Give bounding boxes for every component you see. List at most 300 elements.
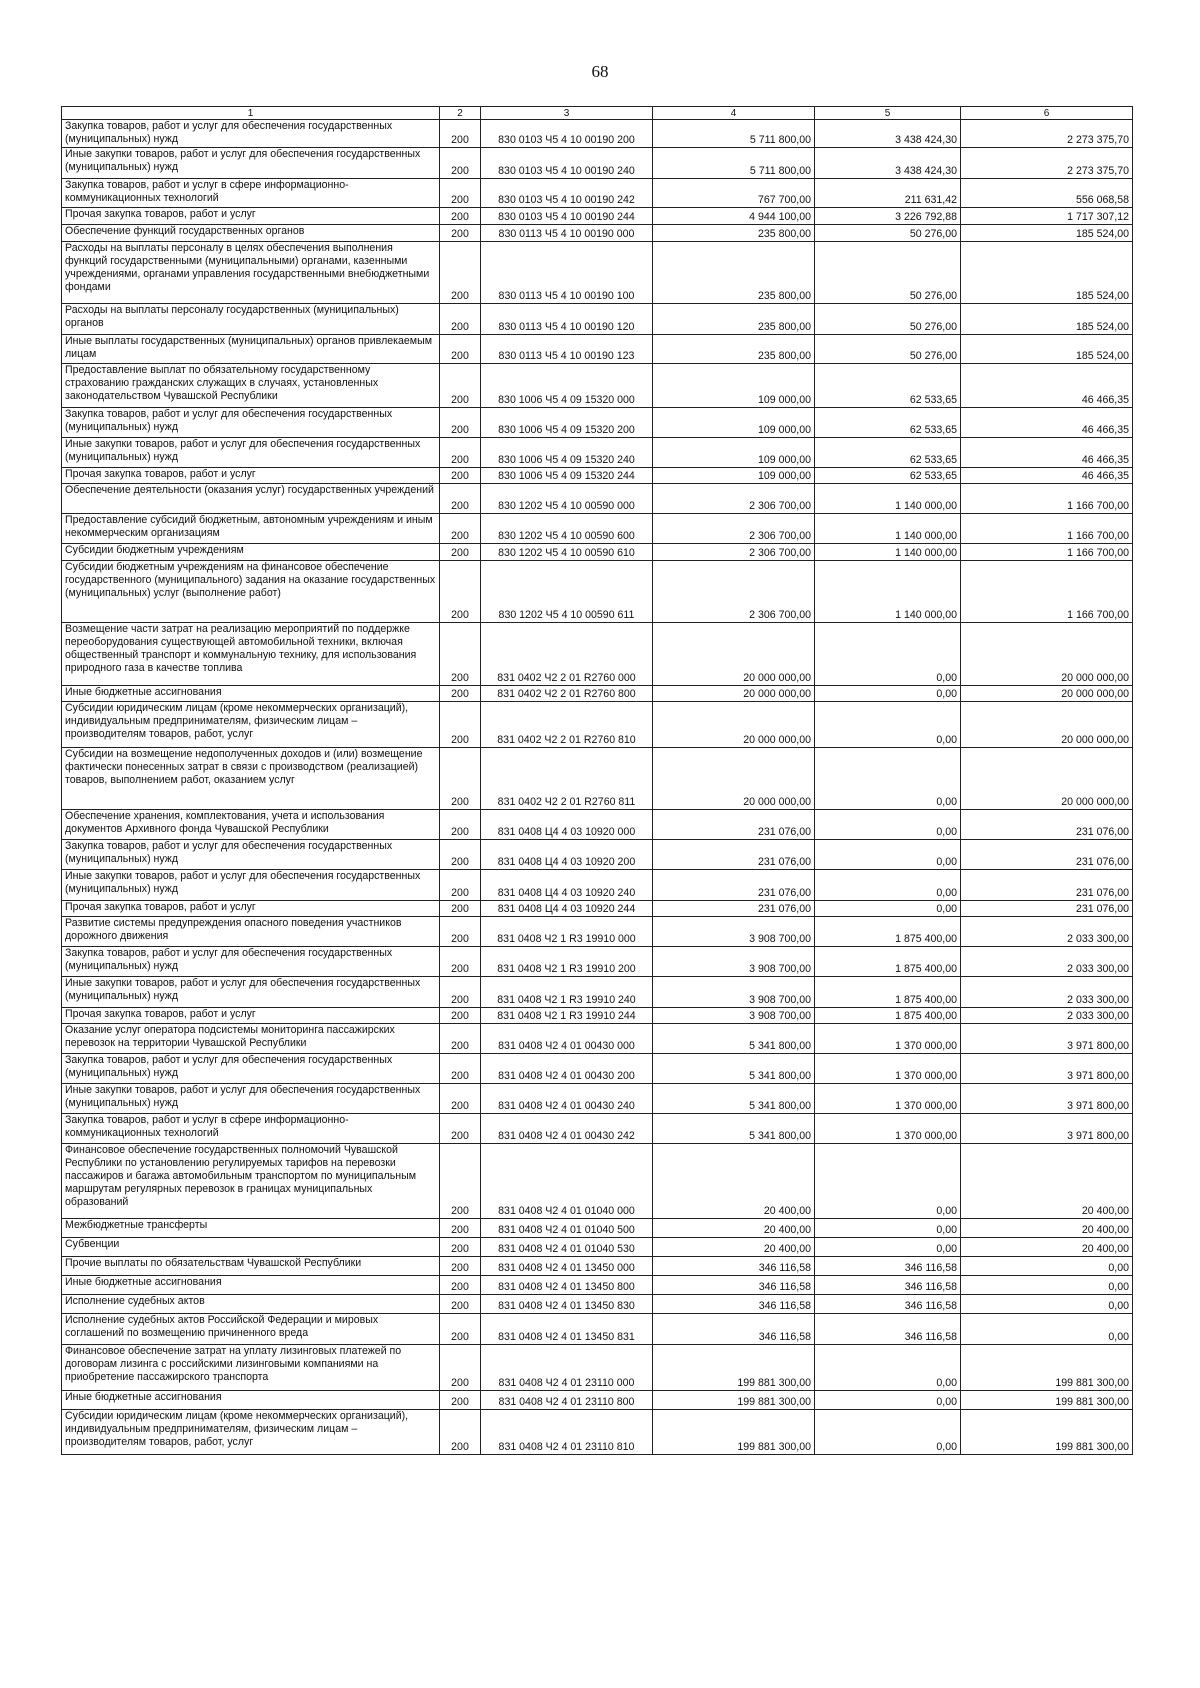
row-amount-remaining: 3 971 800,00 (961, 1114, 1133, 1144)
table-row (62, 148, 1133, 179)
row-name: Закупка товаров, работ и услуг для обеспечения государственных (муниципальных) нужд (62, 408, 440, 438)
row-amount-remaining: 0,00 (961, 1314, 1133, 1345)
row-name: Закупка товаров, работ и услуг для обеспечения государственных (муниципальных) нужд (62, 120, 440, 148)
column-header: 2 (440, 107, 481, 120)
row-classification-code: 830 0103 Ч5 4 10 00190 200 (481, 120, 653, 148)
table-header-row (62, 107, 1133, 120)
table-row (62, 748, 1133, 810)
row-amount-executed: 0,00 (815, 702, 961, 748)
row-code: 200 (440, 947, 481, 977)
row-code: 200 (440, 748, 481, 810)
row-code: 200 (440, 1314, 481, 1345)
row-amount-executed: 1 370 000,00 (815, 1024, 961, 1054)
row-code: 200 (440, 304, 481, 335)
row-code: 200 (440, 1084, 481, 1114)
table-row (62, 438, 1133, 468)
row-code: 200 (440, 335, 481, 364)
row-amount-remaining: 2 033 300,00 (961, 977, 1133, 1008)
row-amount-executed: 0,00 (815, 1345, 961, 1391)
row-amount-executed: 0,00 (815, 1219, 961, 1238)
table-row (62, 947, 1133, 977)
row-classification-code: 830 0113 Ч5 4 10 00190 123 (481, 335, 653, 364)
row-amount-planned: 231 076,00 (653, 840, 815, 870)
row-amount-executed: 50 276,00 (815, 335, 961, 364)
column-header: 1 (62, 107, 440, 120)
row-amount-planned: 199 881 300,00 (653, 1391, 815, 1410)
table-row (62, 468, 1133, 484)
row-name: Возмещение части затрат на реализацию мероприятий по поддержке переоборудования существующей автомобильной техники, включая общественный транспорт и коммунальную технику, для использования природного газа в качестве топлива (62, 623, 440, 686)
row-amount-remaining: 20 000 000,00 (961, 702, 1133, 748)
row-name: Иные закупки товаров, работ и услуг для обеспечения государственных (муниципальных) нужд (62, 977, 440, 1008)
row-amount-planned: 5 341 800,00 (653, 1024, 815, 1054)
row-amount-remaining: 0,00 (961, 1276, 1133, 1295)
row-amount-remaining: 2 033 300,00 (961, 917, 1133, 947)
table-row (62, 514, 1133, 544)
row-amount-remaining: 231 076,00 (961, 810, 1133, 840)
row-amount-executed: 1 140 000,00 (815, 484, 961, 514)
row-classification-code: 831 0408 Ч2 4 01 23110 800 (481, 1391, 653, 1410)
row-amount-remaining: 46 466,35 (961, 364, 1133, 408)
row-amount-planned: 2 306 700,00 (653, 561, 815, 623)
row-name: Прочая закупка товаров, работ и услуг (62, 208, 440, 225)
row-classification-code: 831 0402 Ч2 2 01 R2760 000 (481, 623, 653, 686)
row-classification-code: 831 0408 Ч2 1 R3 19910 000 (481, 917, 653, 947)
row-amount-remaining: 3 971 800,00 (961, 1084, 1133, 1114)
row-name: Исполнение судебных актов Российской Федерации и мировых соглашений по возмещению причиненного вреда (62, 1314, 440, 1345)
row-name: Закупка товаров, работ и услуг в сфере информационно-коммуникационных технологий (62, 1114, 440, 1144)
row-name: Финансовое обеспечение затрат на уплату лизинговых платежей по договорам лизинга с российскими лизинговыми компаниями на приобретение пассажирского транспорта (62, 1345, 440, 1391)
row-amount-executed: 50 276,00 (815, 225, 961, 242)
row-name: Субсидии на возмещение недополученных доходов и (или) возмещение фактически понесенных затрат в связи с производством (реализацией) товаров, выполнением работ, оказанием услуг (62, 748, 440, 810)
row-code: 200 (440, 870, 481, 901)
row-classification-code: 831 0402 Ч2 2 01 R2760 800 (481, 686, 653, 702)
table-row (62, 810, 1133, 840)
row-code: 200 (440, 1114, 481, 1144)
row-amount-executed: 1 875 400,00 (815, 947, 961, 977)
row-amount-remaining: 3 971 800,00 (961, 1024, 1133, 1054)
row-classification-code: 831 0408 Ц4 4 03 10920 200 (481, 840, 653, 870)
table-row (62, 304, 1133, 335)
row-name: Закупка товаров, работ и услуг в сфере информационно-коммуникационных технологий (62, 179, 440, 208)
row-code: 200 (440, 1257, 481, 1276)
row-amount-remaining: 20 000 000,00 (961, 623, 1133, 686)
row-amount-remaining: 46 466,35 (961, 438, 1133, 468)
row-amount-remaining: 20 400,00 (961, 1238, 1133, 1257)
row-amount-planned: 20 400,00 (653, 1219, 815, 1238)
row-amount-planned: 231 076,00 (653, 870, 815, 901)
row-amount-executed: 0,00 (815, 901, 961, 917)
page-number: 68 (591, 62, 609, 81)
row-name: Обеспечение деятельности (оказания услуг) государственных учреждений (62, 484, 440, 514)
column-header: 3 (481, 107, 653, 120)
row-amount-executed: 1 370 000,00 (815, 1114, 961, 1144)
column-header: 5 (815, 107, 961, 120)
row-amount-remaining: 1 166 700,00 (961, 484, 1133, 514)
row-code: 200 (440, 917, 481, 947)
row-classification-code: 830 0113 Ч5 4 10 00190 100 (481, 242, 653, 304)
row-name: Расходы на выплаты персоналу государственных (муниципальных) органов (62, 304, 440, 335)
row-classification-code: 830 1006 Ч5 4 09 15320 244 (481, 468, 653, 484)
row-amount-planned: 235 800,00 (653, 335, 815, 364)
row-code: 200 (440, 1410, 481, 1455)
row-amount-planned: 5 711 800,00 (653, 148, 815, 179)
column-header: 6 (961, 107, 1133, 120)
row-amount-planned: 3 908 700,00 (653, 917, 815, 947)
row-name: Иные закупки товаров, работ и услуг для обеспечения государственных (муниципальных) нужд (62, 148, 440, 179)
row-amount-executed: 0,00 (815, 840, 961, 870)
row-amount-executed: 1 140 000,00 (815, 561, 961, 623)
row-amount-remaining: 46 466,35 (961, 408, 1133, 438)
row-amount-remaining: 3 971 800,00 (961, 1054, 1133, 1084)
row-amount-executed: 3 226 792,88 (815, 208, 961, 225)
row-amount-planned: 5 341 800,00 (653, 1054, 815, 1084)
row-amount-executed: 0,00 (815, 623, 961, 686)
row-code: 200 (440, 702, 481, 748)
row-classification-code: 831 0408 Ч2 4 01 00430 242 (481, 1114, 653, 1144)
row-amount-executed: 3 438 424,30 (815, 120, 961, 148)
row-amount-executed: 211 631,42 (815, 179, 961, 208)
row-classification-code: 831 0408 Ч2 4 01 00430 000 (481, 1024, 653, 1054)
table-row (62, 1238, 1133, 1257)
table-row (62, 544, 1133, 561)
table-row (62, 364, 1133, 408)
row-amount-executed: 1 370 000,00 (815, 1054, 961, 1084)
row-amount-planned: 4 944 100,00 (653, 208, 815, 225)
row-amount-executed: 0,00 (815, 810, 961, 840)
row-name: Иные закупки товаров, работ и услуг для обеспечения государственных (муниципальных) нужд (62, 438, 440, 468)
row-classification-code: 831 0408 Ч2 4 01 13450 800 (481, 1276, 653, 1295)
row-amount-planned: 20 000 000,00 (653, 748, 815, 810)
row-classification-code: 831 0408 Ч2 4 01 13450 830 (481, 1295, 653, 1314)
row-code: 200 (440, 544, 481, 561)
row-classification-code: 831 0408 Ч2 4 01 01040 000 (481, 1144, 653, 1219)
row-code: 200 (440, 1295, 481, 1314)
row-amount-remaining: 2 033 300,00 (961, 947, 1133, 977)
row-amount-executed: 1 140 000,00 (815, 544, 961, 561)
table-row (62, 225, 1133, 242)
row-code: 200 (440, 1144, 481, 1219)
row-code: 200 (440, 1008, 481, 1024)
table-row (62, 1024, 1133, 1054)
row-amount-remaining: 46 466,35 (961, 468, 1133, 484)
row-amount-executed: 1 370 000,00 (815, 1084, 961, 1114)
row-classification-code: 831 0408 Ч2 4 01 01040 530 (481, 1238, 653, 1257)
table-row (62, 1114, 1133, 1144)
row-classification-code: 831 0408 Ц4 4 03 10920 000 (481, 810, 653, 840)
table-row (62, 1276, 1133, 1295)
row-code: 200 (440, 977, 481, 1008)
row-amount-remaining: 185 524,00 (961, 225, 1133, 242)
row-amount-remaining: 20 400,00 (961, 1219, 1133, 1238)
row-amount-planned: 2 306 700,00 (653, 484, 815, 514)
row-amount-executed: 62 533,65 (815, 364, 961, 408)
row-amount-planned: 109 000,00 (653, 364, 815, 408)
row-amount-planned: 3 908 700,00 (653, 947, 815, 977)
row-classification-code: 830 0113 Ч5 4 10 00190 120 (481, 304, 653, 335)
row-classification-code: 830 0113 Ч5 4 10 00190 000 (481, 225, 653, 242)
table-row (62, 686, 1133, 702)
row-classification-code: 831 0408 Ч2 1 R3 19910 200 (481, 947, 653, 977)
row-code: 200 (440, 242, 481, 304)
table-row (62, 1295, 1133, 1314)
row-name: Финансовое обеспечение государственных полномочий Чувашской Республики по установлению регулируемых тарифов на перевозки пассажиров и багажа автомобильным транспортом по муниципальным маршрутам регулярных перевозок в границах муниципальных образований (62, 1144, 440, 1219)
row-code: 200 (440, 686, 481, 702)
row-classification-code: 831 0408 Ч2 4 01 23110 000 (481, 1345, 653, 1391)
row-amount-executed: 50 276,00 (815, 304, 961, 335)
table-row (62, 1391, 1133, 1410)
row-code: 200 (440, 514, 481, 544)
row-name: Исполнение судебных актов (62, 1295, 440, 1314)
row-name: Прочая закупка товаров, работ и услуг (62, 468, 440, 484)
row-amount-remaining: 2 273 375,70 (961, 120, 1133, 148)
row-amount-planned: 231 076,00 (653, 810, 815, 840)
row-name: Иные бюджетные ассигнования (62, 1391, 440, 1410)
row-classification-code: 831 0408 Ц4 4 03 10920 244 (481, 901, 653, 917)
table-row (62, 208, 1133, 225)
table-row (62, 484, 1133, 514)
row-name: Развитие системы предупреждения опасного поведения участников дорожного движения (62, 917, 440, 947)
table-row (62, 120, 1133, 148)
table-row (62, 1084, 1133, 1114)
row-amount-executed: 1 875 400,00 (815, 917, 961, 947)
row-amount-planned: 20 000 000,00 (653, 702, 815, 748)
row-amount-planned: 5 341 800,00 (653, 1114, 815, 1144)
row-amount-executed: 1 875 400,00 (815, 1008, 961, 1024)
row-amount-remaining: 0,00 (961, 1257, 1133, 1276)
row-code: 200 (440, 1219, 481, 1238)
row-amount-executed: 1 140 000,00 (815, 514, 961, 544)
row-name: Иные закупки товаров, работ и услуг для обеспечения государственных (муниципальных) нужд (62, 1084, 440, 1114)
table-row (62, 1345, 1133, 1391)
row-amount-executed: 0,00 (815, 1144, 961, 1219)
table-row (62, 1219, 1133, 1238)
row-code: 200 (440, 1391, 481, 1410)
row-amount-remaining: 199 881 300,00 (961, 1391, 1133, 1410)
row-name: Обеспечение функций государственных органов (62, 225, 440, 242)
row-code: 200 (440, 901, 481, 917)
row-amount-remaining: 231 076,00 (961, 870, 1133, 901)
table-row (62, 1008, 1133, 1024)
row-name: Прочая закупка товаров, работ и услуг (62, 901, 440, 917)
table-row (62, 840, 1133, 870)
row-amount-executed: 346 116,58 (815, 1257, 961, 1276)
row-amount-planned: 346 116,58 (653, 1314, 815, 1345)
table-row (62, 623, 1133, 686)
row-amount-planned: 5 341 800,00 (653, 1084, 815, 1114)
row-classification-code: 830 0103 Ч5 4 10 00190 242 (481, 179, 653, 208)
row-amount-planned: 20 000 000,00 (653, 686, 815, 702)
row-code: 200 (440, 120, 481, 148)
row-classification-code: 830 1202 Ч5 4 10 00590 600 (481, 514, 653, 544)
row-name: Иные бюджетные ассигнования (62, 1276, 440, 1295)
budget-table (61, 106, 1133, 1455)
row-amount-remaining: 199 881 300,00 (961, 1345, 1133, 1391)
row-code: 200 (440, 1345, 481, 1391)
row-name: Оказание услуг оператора подсистемы мониторинга пассажирских перевозок на территории Чувашской Республики (62, 1024, 440, 1054)
row-amount-planned: 235 800,00 (653, 225, 815, 242)
row-amount-remaining: 556 068,58 (961, 179, 1133, 208)
row-classification-code: 831 0408 Ч2 4 01 13450 831 (481, 1314, 653, 1345)
row-amount-remaining: 231 076,00 (961, 901, 1133, 917)
row-code: 200 (440, 561, 481, 623)
row-name: Закупка товаров, работ и услуг для обеспечения государственных (муниципальных) нужд (62, 840, 440, 870)
table-row (62, 242, 1133, 304)
row-amount-executed: 346 116,58 (815, 1276, 961, 1295)
table-row (62, 561, 1133, 623)
row-amount-remaining: 2 273 375,70 (961, 148, 1133, 179)
row-classification-code: 831 0408 Ч2 1 R3 19910 244 (481, 1008, 653, 1024)
table-row (62, 702, 1133, 748)
row-classification-code: 830 1006 Ч5 4 09 15320 200 (481, 408, 653, 438)
row-name: Субвенции (62, 1238, 440, 1257)
row-amount-remaining: 185 524,00 (961, 242, 1133, 304)
table-row (62, 1314, 1133, 1345)
row-classification-code: 831 0408 Ч2 1 R3 19910 240 (481, 977, 653, 1008)
row-amount-remaining: 0,00 (961, 1295, 1133, 1314)
row-amount-planned: 109 000,00 (653, 438, 815, 468)
column-header: 4 (653, 107, 815, 120)
row-amount-remaining: 20 000 000,00 (961, 748, 1133, 810)
row-code: 200 (440, 1024, 481, 1054)
row-amount-planned: 346 116,58 (653, 1295, 815, 1314)
row-amount-planned: 235 800,00 (653, 242, 815, 304)
row-amount-planned: 767 700,00 (653, 179, 815, 208)
row-amount-remaining: 199 881 300,00 (961, 1410, 1133, 1455)
row-code: 200 (440, 148, 481, 179)
row-name: Межбюджетные трансферты (62, 1219, 440, 1238)
row-amount-remaining: 20 000 000,00 (961, 686, 1133, 702)
row-amount-executed: 62 533,65 (815, 468, 961, 484)
row-name: Закупка товаров, работ и услуг для обеспечения государственных (муниципальных) нужд (62, 947, 440, 977)
row-amount-remaining: 1 717 307,12 (961, 208, 1133, 225)
row-name: Закупка товаров, работ и услуг для обеспечения государственных (муниципальных) нужд (62, 1054, 440, 1084)
row-amount-planned: 3 908 700,00 (653, 977, 815, 1008)
row-amount-remaining: 1 166 700,00 (961, 514, 1133, 544)
row-classification-code: 831 0408 Ч2 4 01 23110 810 (481, 1410, 653, 1455)
row-amount-planned: 20 400,00 (653, 1238, 815, 1257)
row-classification-code: 831 0408 Ч2 4 01 01040 500 (481, 1219, 653, 1238)
row-amount-executed: 50 276,00 (815, 242, 961, 304)
row-amount-executed: 0,00 (815, 1391, 961, 1410)
row-classification-code: 831 0408 Ч2 4 01 00430 200 (481, 1054, 653, 1084)
row-code: 200 (440, 179, 481, 208)
row-amount-remaining: 185 524,00 (961, 335, 1133, 364)
row-amount-planned: 5 711 800,00 (653, 120, 815, 148)
row-code: 200 (440, 468, 481, 484)
row-amount-planned: 346 116,58 (653, 1257, 815, 1276)
row-classification-code: 830 1006 Ч5 4 09 15320 240 (481, 438, 653, 468)
row-code: 200 (440, 364, 481, 408)
row-classification-code: 830 1202 Ч5 4 10 00590 000 (481, 484, 653, 514)
row-code: 200 (440, 810, 481, 840)
table-row (62, 1054, 1133, 1084)
row-amount-planned: 235 800,00 (653, 304, 815, 335)
row-amount-planned: 199 881 300,00 (653, 1345, 815, 1391)
row-name: Предоставление выплат по обязательному государственному страхованию гражданских служащих в случаях, установленных законодательством Чувашской Республики (62, 364, 440, 408)
row-name: Субсидии бюджетным учреждениям на финансовое обеспечение государственного (муниципального) задания на оказание государственных (муниципальных) услуг (выполнение работ) (62, 561, 440, 623)
row-amount-planned: 20 400,00 (653, 1144, 815, 1219)
row-code: 200 (440, 484, 481, 514)
row-amount-planned: 199 881 300,00 (653, 1410, 815, 1455)
row-code: 200 (440, 1238, 481, 1257)
row-amount-remaining: 231 076,00 (961, 840, 1133, 870)
row-name: Иные выплаты государственных (муниципальных) органов привлекаемым лицам (62, 335, 440, 364)
row-amount-planned: 3 908 700,00 (653, 1008, 815, 1024)
table-row (62, 977, 1133, 1008)
row-name: Иные бюджетные ассигнования (62, 686, 440, 702)
row-name: Расходы на выплаты персоналу в целях обеспечения выполнения функций государственными (муниципальными) органами, казенными учреждениями, органами управления государственными внебюджетными фондами (62, 242, 440, 304)
row-code: 200 (440, 1054, 481, 1084)
table-row (62, 335, 1133, 364)
row-classification-code: 831 0402 Ч2 2 01 R2760 810 (481, 702, 653, 748)
row-name: Субсидии юридическим лицам (кроме некоммерческих организаций), индивидуальным предпринимателям, физическим лицам – производителям товаров, работ, услуг (62, 702, 440, 748)
table-row (62, 408, 1133, 438)
row-amount-remaining: 20 400,00 (961, 1144, 1133, 1219)
table-row (62, 1144, 1133, 1219)
row-amount-remaining: 1 166 700,00 (961, 561, 1133, 623)
table-row (62, 179, 1133, 208)
row-amount-planned: 346 116,58 (653, 1276, 815, 1295)
row-amount-executed: 62 533,65 (815, 438, 961, 468)
row-amount-planned: 20 000 000,00 (653, 623, 815, 686)
row-amount-executed: 0,00 (815, 870, 961, 901)
table-row (62, 901, 1133, 917)
row-name: Прочая закупка товаров, работ и услуг (62, 1008, 440, 1024)
row-code: 200 (440, 1276, 481, 1295)
row-amount-planned: 109 000,00 (653, 408, 815, 438)
row-classification-code: 830 1202 Ч5 4 10 00590 611 (481, 561, 653, 623)
row-name: Прочие выплаты по обязательствам Чувашской Республики (62, 1257, 440, 1276)
row-code: 200 (440, 840, 481, 870)
row-code: 200 (440, 438, 481, 468)
row-classification-code: 830 1006 Ч5 4 09 15320 000 (481, 364, 653, 408)
row-classification-code: 831 0408 Ч2 4 01 00430 240 (481, 1084, 653, 1114)
row-classification-code: 830 0103 Ч5 4 10 00190 240 (481, 148, 653, 179)
table-row (62, 870, 1133, 901)
row-amount-executed: 0,00 (815, 1410, 961, 1455)
row-name: Обеспечение хранения, комплектования, учета и использования документов Архивного фонда Чувашской Республики (62, 810, 440, 840)
row-code: 200 (440, 623, 481, 686)
table-row (62, 917, 1133, 947)
table-row (62, 1257, 1133, 1276)
row-amount-remaining: 2 033 300,00 (961, 1008, 1133, 1024)
row-code: 200 (440, 225, 481, 242)
row-amount-executed: 0,00 (815, 686, 961, 702)
row-name: Субсидии бюджетным учреждениям (62, 544, 440, 561)
row-amount-executed: 3 438 424,30 (815, 148, 961, 179)
row-amount-planned: 2 306 700,00 (653, 514, 815, 544)
row-name: Предоставление субсидий бюджетным, автономным учреждениям и иным некоммерческим организациям (62, 514, 440, 544)
row-amount-remaining: 185 524,00 (961, 304, 1133, 335)
table-row (62, 1410, 1133, 1455)
row-classification-code: 831 0408 Ч2 4 01 13450 000 (481, 1257, 653, 1276)
row-classification-code: 831 0402 Ч2 2 01 R2760 811 (481, 748, 653, 810)
row-code: 200 (440, 408, 481, 438)
row-amount-executed: 346 116,58 (815, 1295, 961, 1314)
row-classification-code: 830 1202 Ч5 4 10 00590 610 (481, 544, 653, 561)
row-name: Иные закупки товаров, работ и услуг для обеспечения государственных (муниципальных) нужд (62, 870, 440, 901)
row-name: Субсидии юридическим лицам (кроме некоммерческих организаций), индивидуальным предпринимателям, физическим лицам – производителям товаров, работ, услуг (62, 1410, 440, 1455)
row-amount-executed: 346 116,58 (815, 1314, 961, 1345)
row-code: 200 (440, 208, 481, 225)
row-amount-executed: 0,00 (815, 748, 961, 810)
row-amount-planned: 109 000,00 (653, 468, 815, 484)
row-amount-executed: 62 533,65 (815, 408, 961, 438)
row-amount-planned: 231 076,00 (653, 901, 815, 917)
row-amount-executed: 1 875 400,00 (815, 977, 961, 1008)
row-amount-planned: 2 306 700,00 (653, 544, 815, 561)
row-classification-code: 830 0103 Ч5 4 10 00190 244 (481, 208, 653, 225)
